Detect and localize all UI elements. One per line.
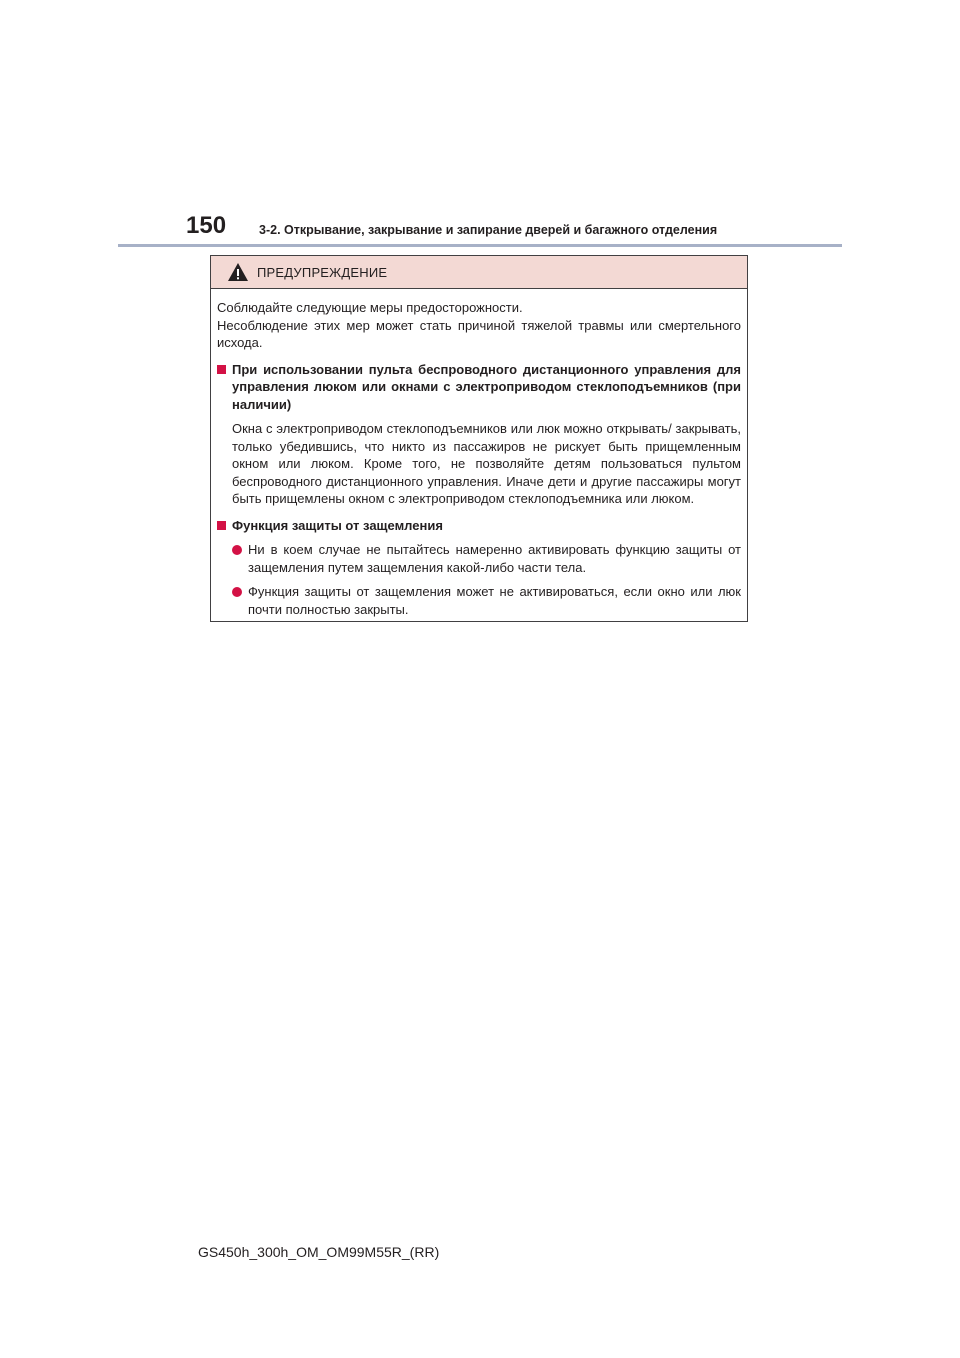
round-bullet-icon	[232, 587, 242, 597]
page-number: 150	[186, 212, 227, 239]
square-bullet-icon	[217, 365, 226, 374]
section-heading	[217, 361, 741, 414]
warning-triangle-icon	[227, 262, 249, 282]
section-heading	[217, 517, 741, 535]
section-heading-text: Функция защиты от защемления	[232, 517, 443, 533]
header-divider	[118, 244, 842, 247]
warning-intro	[217, 299, 741, 352]
list-item	[232, 583, 741, 618]
warning-title: ПРЕДУПРЕЖДЕНИЕ	[257, 264, 388, 280]
round-bullet-icon	[232, 545, 242, 555]
list-item	[232, 541, 741, 576]
square-bullet-icon	[217, 521, 226, 530]
section-title: 3-2. Открывание, закрывание и запирание дверей и багажного отделения	[259, 223, 718, 237]
warning-section-remote	[217, 361, 741, 508]
list-item-text: Ни в коем случае не пытайтесь намеренно активировать функцию защиты от защемления путем защемления какой-либо части тела.	[248, 542, 741, 575]
warning-box	[210, 255, 748, 622]
intro-line-1: Соблюдайте следующие меры предосторожности.	[217, 300, 523, 315]
section-paragraph: Окна с электроприводом стеклоподъемников или люк можно открывать/ закрывать, только убедившись, что никто из пассажиров не рискует быть прищемленным окном или люком. Кроме того, не позволяйте детям пользоваться пультом беспроводного дистанционного управления. Иначе дети и другие пассажиры могут быть прищемлены окном с электроприводом стеклоподъемника или люком.	[232, 421, 741, 506]
warning-section-jam-protection	[217, 517, 741, 619]
section-heading-text: При использовании пульта беспроводного дистанционного управления для управления люком или окнами с электроприводом стеклоподъемников (при наличии)	[232, 361, 741, 412]
intro-line-2: Несоблюдение этих мер может стать причиной тяжелой травмы или смертельного исхода.	[217, 317, 741, 350]
warning-body	[211, 289, 747, 618]
document-code: GS450h_300h_OM_OM99M55R_(RR)	[198, 1244, 440, 1260]
warning-header	[211, 256, 747, 289]
list-item-text: Функция защиты от защемления может не активироваться, если окно или люк почти полностью закрыты.	[248, 584, 741, 617]
